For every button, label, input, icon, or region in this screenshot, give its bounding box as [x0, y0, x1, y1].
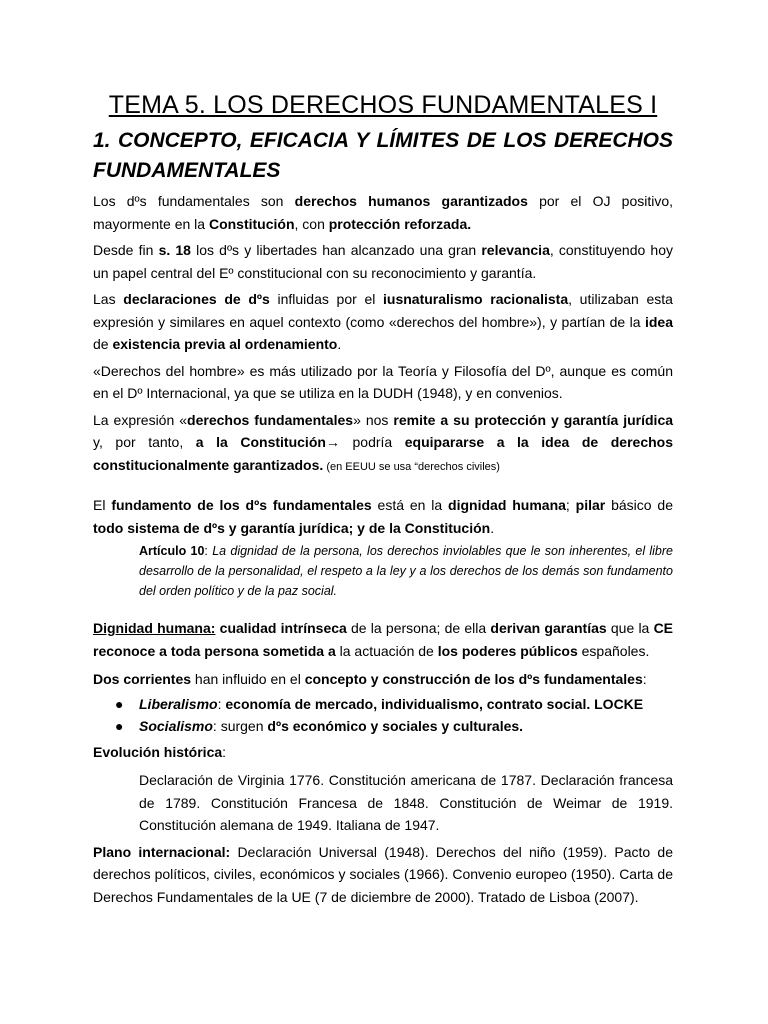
- paragraph-declarations: Las declaraciones de dºs influidas por el iusnaturalismo racionalista, utilizaban esta expresión y similares en aquel contexto (como «derechos del hombre»), y partían de la idea de existencia previa al ordenamiento.: [93, 291, 673, 352]
- paragraph-fundamento: El fundamento de los dºs fundamentales está en la dignidad humana; pilar básico de todo sistema de dºs y garantía jurídica; y de la Constitución.: [93, 497, 673, 536]
- paragraph-relevance: Desde fin s. 18 los dºs y libertades han alcanzado una gran relevancia, constituyendo hoy un papel central del Eº constitucional con su reconocimiento y garantía.: [93, 242, 674, 281]
- paragraph-evolucion-label: Evolución histórica:: [93, 743, 227, 760]
- article-10-quote: Artículo 10: La dignidad de la persona, los derechos inviolables que le son inherentes, el libre desarrollo de la personalidad, el respeto a la ley y a los derechos de los demás son fundamento del orden político y de la paz social.: [139, 544, 673, 598]
- paragraph-expression: La expresión «derechos fundamentales» nos remite a su protección y garantía jurídica y, por tanto, a la Constitución→ podría equipararse a la idea de derechos constitucionalmente garantizados. (en EEUU se usa “derechos civiles): [93, 411, 674, 473]
- list-item-liberalismo: ● Liberalismo: economía de mercado, individualismo, contrato social. LOCKE: [93, 693, 673, 715]
- list-item-socialismo: ● Socialismo: surgen dºs económico y sociales y culturales.: [93, 715, 673, 737]
- paragraph-evolucion: Declaración de Virginia 1776. Constitución americana de 1787. Declaración francesa de 1789. Constitución Francesa de 1848. Constitución de Weimar de 1919. Constitución alemana de 1949. Italiana de 1947.: [139, 772, 673, 833]
- document-body: [93, 86, 673, 908]
- bullet-icon: ●: [115, 717, 124, 734]
- corrientes-list: [93, 693, 673, 737]
- document-title: TEMA 5. LOS DERECHOS FUNDAMENTALES I: [108, 91, 658, 119]
- paragraph-plano-internacional: Plano internacional: Declaración Universal (1948). Derechos del niño (1959). Pacto de derechos políticos, civiles, económicos y sociales (1966). Convenio europeo (1950). Carta de Derechos Fundamentales de la UE (7 de diciembre de 2000). Tratado de Lisboa (2007).: [93, 843, 673, 905]
- paragraph-dignidad: Dignidad humana: cualidad intrínseca de la persona; de ella derivan garantías que la CE reconoce a toda persona sometida a la actuación de los poderes públicos españoles.: [93, 620, 674, 659]
- paragraph-corrientes: Dos corrientes han influido en el concepto y construcción de los dºs fundamentales:: [93, 671, 647, 687]
- paragraph-definition: Los dºs fundamentales son derechos humanos garantizados por el OJ positivo, mayormente en la Constitución, con protección reforzada.: [93, 193, 674, 232]
- bullet-icon: ●: [115, 695, 124, 712]
- paragraph-derechos-del-hombre: «Derechos del hombre» es más utilizado por la Teoría y Filosofía del Dº, aunque es común en el Dº Internacional, ya que se utiliza en la DUDH (1948), y en convenios.: [93, 362, 673, 401]
- section-heading: 1. CONCEPTO, EFICACIA Y LÍMITES DE LOS DERECHOS FUNDAMENTALES: [93, 129, 673, 182]
